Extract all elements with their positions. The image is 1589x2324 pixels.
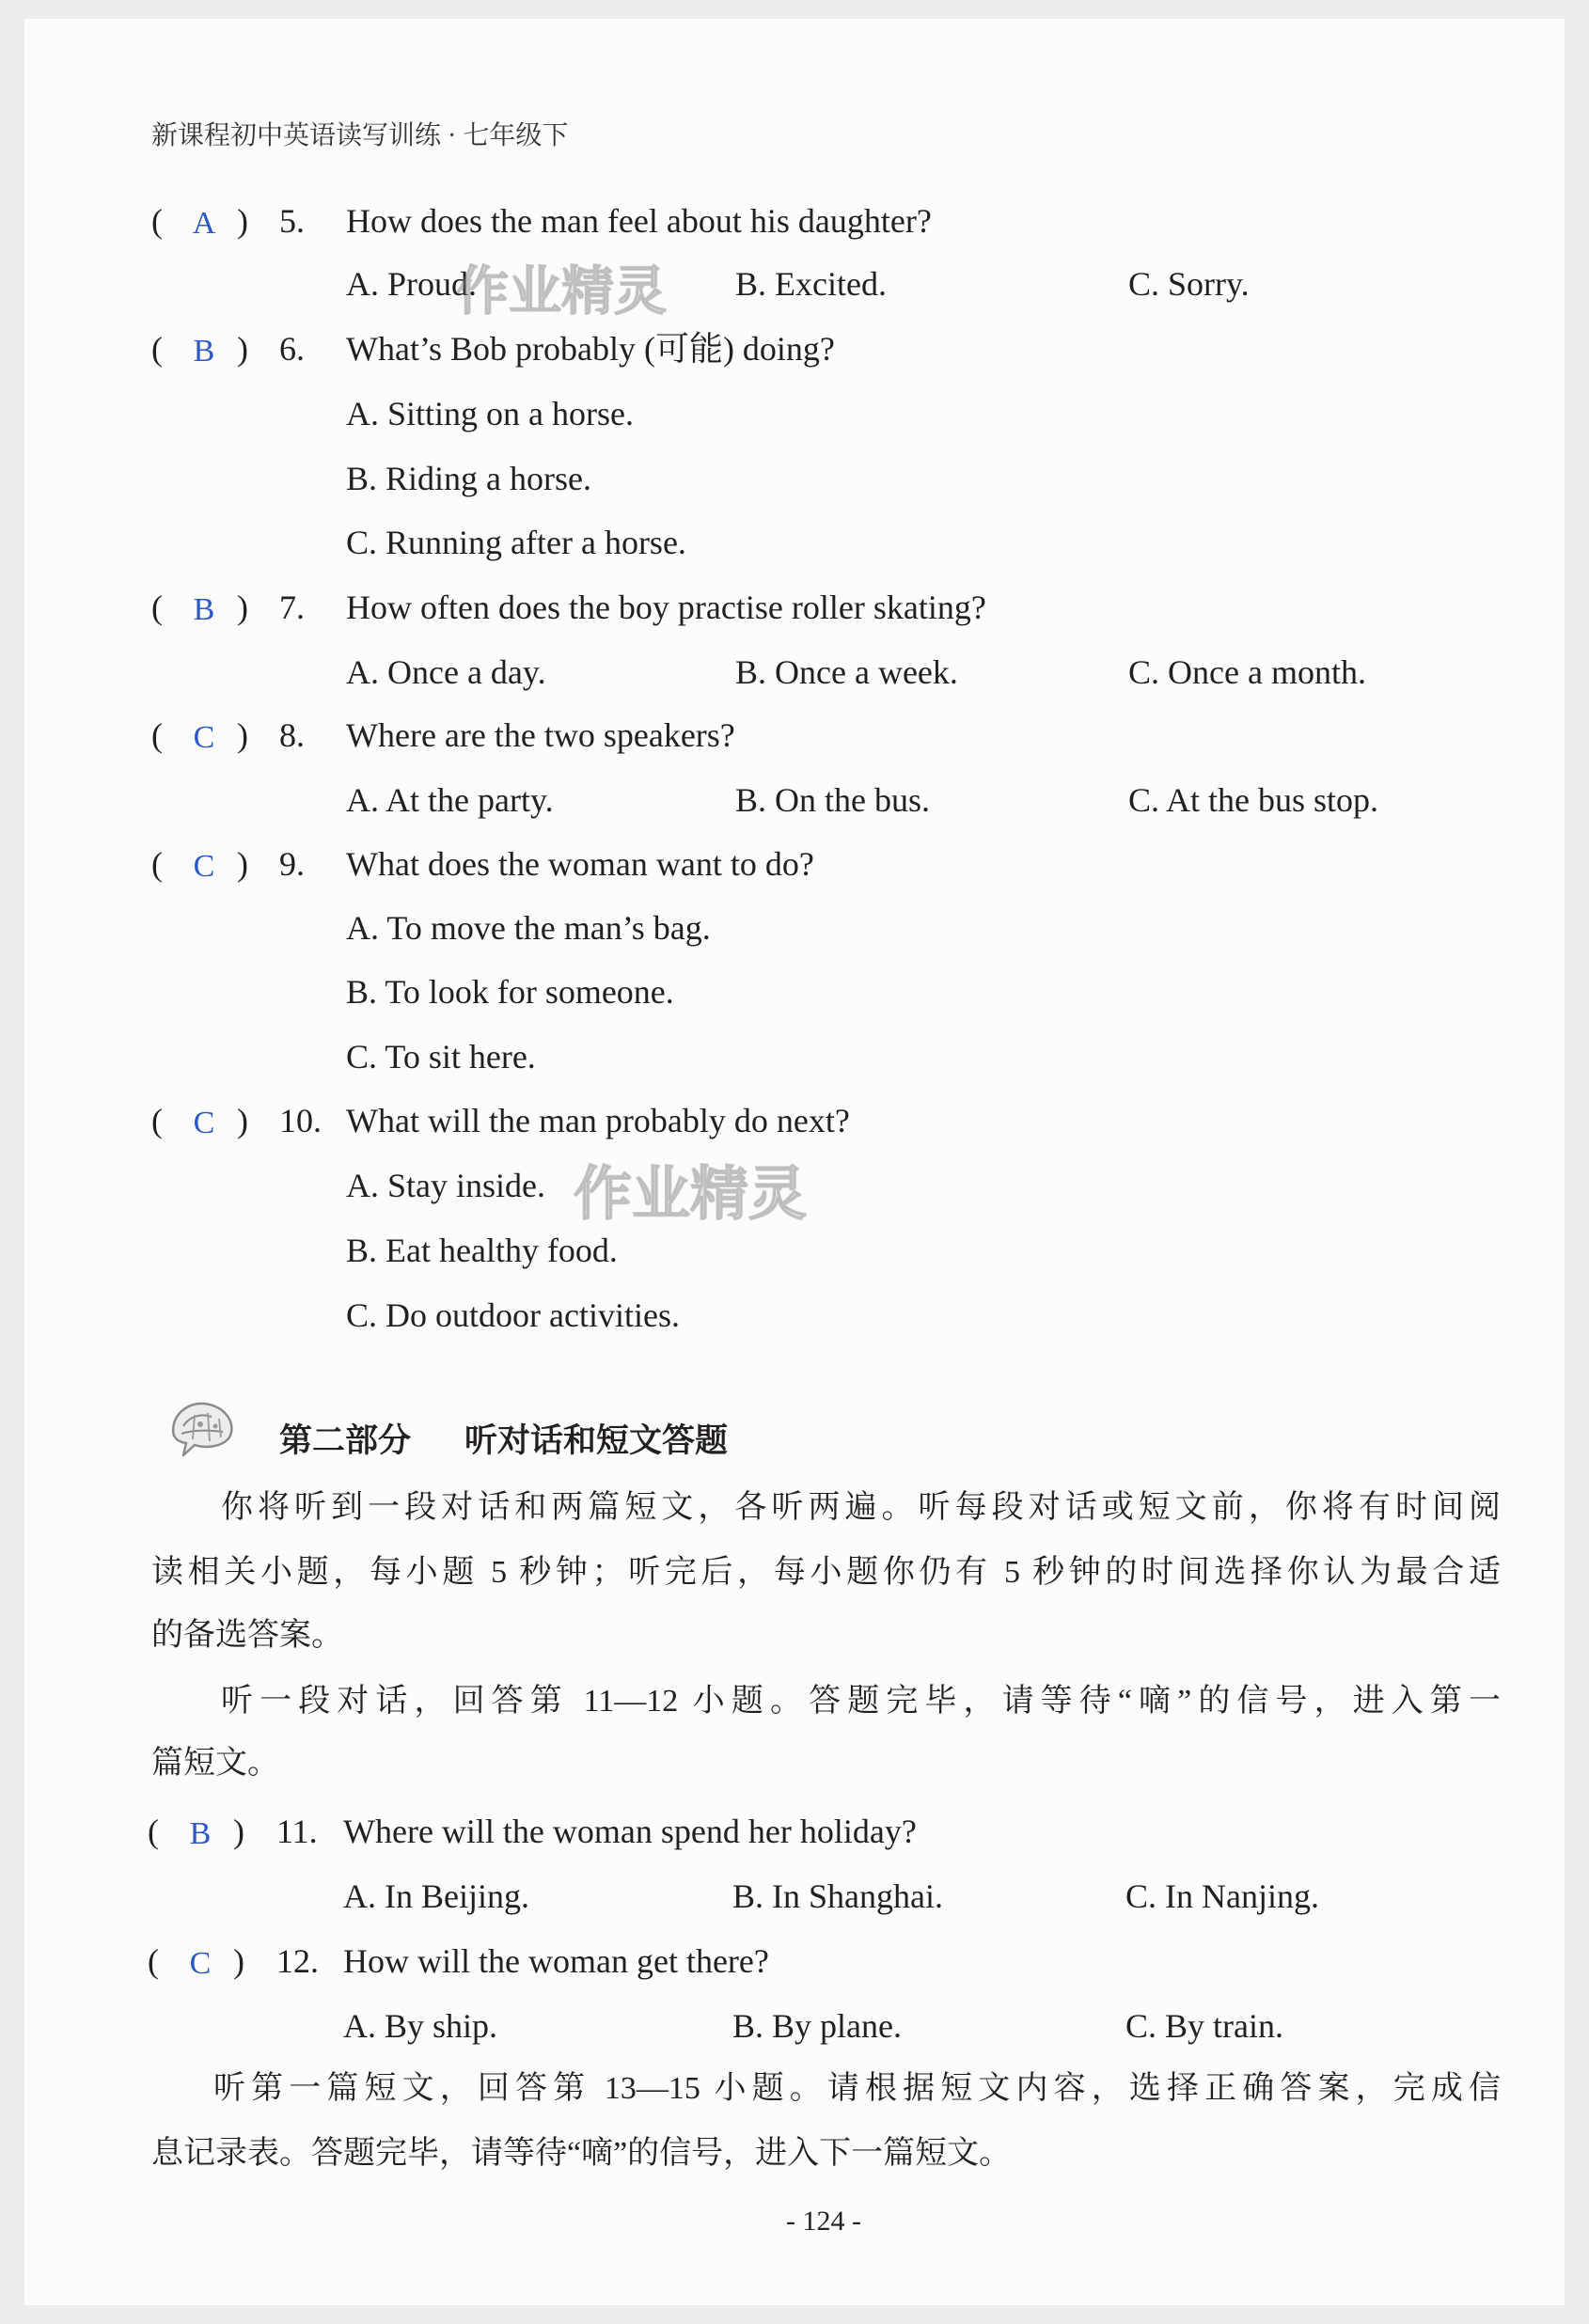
question-text: How often does the boy practise roller skating? [346, 589, 986, 626]
answer-bracket-open: ( [148, 1942, 159, 1980]
answer-letter: C [189, 1946, 212, 1981]
question-text: Where will the woman spend her holiday? [343, 1813, 917, 1850]
answer-bracket-close: ) [233, 1813, 244, 1850]
question-text: Where are the two speakers? [346, 716, 735, 754]
answer-letter: A [192, 206, 216, 241]
option-c: C. Running after a horse. [346, 524, 686, 561]
section-heading [0, 1415, 1589, 1468]
answer-bracket-close: ) [237, 330, 248, 368]
question-number: 8. [279, 716, 305, 754]
question-6 [0, 322, 1589, 375]
option-a: A. By ship. [343, 2007, 498, 2045]
answer-bracket-close: ) [237, 589, 248, 626]
answer-bracket-open: ( [151, 589, 163, 626]
question-number: 9. [279, 845, 305, 883]
dialogue-instruction-line-2: 篇短文。 [151, 1746, 279, 1781]
option-10c [0, 1289, 1589, 1342]
section-label: 第二部分 [279, 1422, 412, 1460]
question-8 [0, 709, 1589, 762]
book-header: 新课程初中英语读写训练 · 七年级下 [151, 121, 569, 150]
option-c: C. Sorry. [1128, 265, 1250, 303]
option-c: C. In Nanjing. [1125, 1877, 1319, 1915]
answer-bracket-close: ) [237, 716, 248, 754]
option-9c [0, 1030, 1589, 1083]
page-number: - 124 - [786, 2206, 861, 2237]
intro-line-3: 的备选答案。 [151, 1618, 343, 1653]
answer-bracket-open: ( [151, 1102, 163, 1139]
option-c: C. Once a month. [1128, 653, 1366, 691]
question-number: 5. [279, 202, 305, 240]
intro-line-2: 读相关小题，每小题 5 秒钟；听完后，每小题你仍有 5 秒钟的时间选择你认为最合适 [151, 1555, 1501, 1590]
options-7 [0, 646, 1589, 699]
options-8 [0, 774, 1589, 826]
option-b: B. Once a week. [735, 653, 958, 691]
answer-bracket-open: ( [151, 330, 163, 368]
option-c: C. At the bus stop. [1128, 781, 1379, 819]
option-6b [0, 452, 1589, 505]
answer-letter: B [193, 334, 215, 369]
option-10b [0, 1224, 1589, 1277]
option-6a [0, 387, 1589, 440]
question-12 [0, 1935, 1589, 1987]
option-c: C. To sit here. [346, 1038, 536, 1076]
options-5 [0, 258, 1589, 310]
question-number: 11. [276, 1813, 318, 1850]
option-9a [0, 902, 1589, 954]
option-b: B. To look for someone. [346, 973, 674, 1011]
question-number: 6. [279, 330, 305, 368]
option-b: B. In Shanghai. [732, 1877, 943, 1915]
option-b: B. Excited. [735, 265, 887, 303]
option-b: B. Riding a horse. [346, 460, 591, 497]
question-7 [0, 581, 1589, 634]
answer-letter: C [193, 720, 215, 755]
option-b: B. On the bus. [735, 781, 930, 819]
option-c: C. By train. [1125, 2007, 1283, 2045]
answer-bracket-open: ( [151, 202, 163, 240]
options-11 [0, 1870, 1589, 1923]
question-text: What does the woman want to do? [346, 845, 814, 883]
question-number: 7. [279, 589, 305, 626]
answer-letter: C [193, 1106, 215, 1140]
question-text: How does the man feel about his daughter? [346, 202, 932, 240]
answer-bracket-open: ( [151, 716, 163, 754]
question-9 [0, 838, 1589, 890]
answer-bracket-close: ) [237, 202, 248, 240]
passage-instruction-line-2: 息记录表。答题完毕，请等待“嘀”的信号，进入下一篇短文。 [151, 2136, 1012, 2171]
passage-instruction-line-1: 听第一篇短文，回答第 13—15 小题。请根据短文内容，选择正确答案，完成信 [213, 2071, 1501, 2106]
question-number: 10. [279, 1102, 322, 1139]
question-10 [0, 1094, 1589, 1147]
answer-bracket-open: ( [151, 845, 163, 883]
question-11 [0, 1805, 1589, 1858]
option-b: B. By plane. [732, 2007, 902, 2045]
option-b: B. Eat healthy food. [346, 1232, 618, 1269]
question-5 [0, 195, 1589, 247]
watermark: 作业精灵 [456, 261, 667, 322]
option-a: A. Sitting on a horse. [346, 395, 634, 432]
answer-letter: C [193, 849, 215, 884]
option-a: A. Stay inside. [346, 1167, 545, 1204]
question-text: What will the man probably do next? [346, 1102, 850, 1139]
option-a: A. Proud. [346, 265, 478, 303]
answer-bracket-open: ( [148, 1813, 159, 1850]
option-a: A. At the party. [346, 781, 554, 819]
section-title: 听对话和短文答题 [464, 1422, 729, 1460]
answer-letter: B [193, 592, 215, 627]
option-10a [0, 1159, 1589, 1212]
options-12 [0, 2000, 1589, 2052]
dialogue-instruction-line-1: 听一段对话，回答第 11—12 小题。答题完毕，请等待“嘀”的信号，进入第一 [221, 1684, 1501, 1719]
answer-bracket-close: ) [237, 1102, 248, 1139]
option-6c [0, 516, 1589, 569]
question-number: 12. [276, 1942, 319, 1980]
option-9b [0, 966, 1589, 1018]
option-a: A. Once a day. [346, 653, 546, 691]
question-text: How will the woman get there? [343, 1942, 769, 1980]
watermark: 作业精灵 [574, 1159, 808, 1228]
answer-letter: B [189, 1816, 212, 1851]
answer-bracket-close: ) [233, 1942, 244, 1980]
intro-line-1: 你将听到一段对话和两篇短文，各听两遍。听每段对话或短文前，你将有时间阅 [221, 1490, 1501, 1525]
question-text: What’s Bob probably (可能) doing? [346, 330, 835, 368]
option-a: A. To move the man’s bag. [346, 909, 711, 947]
answer-bracket-close: ) [237, 845, 248, 883]
option-a: A. In Beijing. [343, 1877, 529, 1915]
option-c: C. Do outdoor activities. [346, 1296, 680, 1334]
